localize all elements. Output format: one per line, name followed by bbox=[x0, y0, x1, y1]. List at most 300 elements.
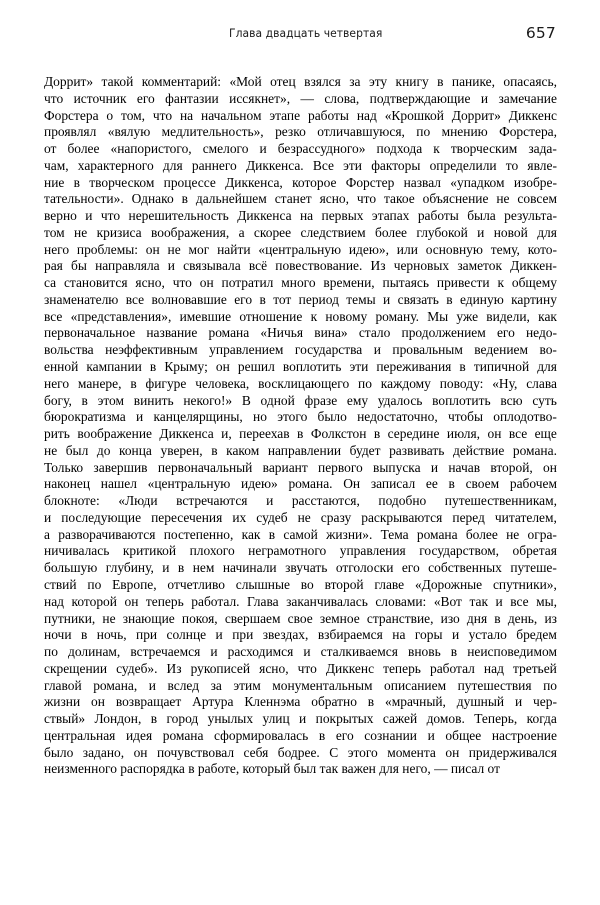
word: изо bbox=[440, 610, 460, 626]
word: последующие bbox=[61, 509, 142, 525]
word: неграмотного bbox=[248, 543, 327, 559]
word: встречаются bbox=[176, 493, 248, 509]
word: этапах bbox=[371, 208, 410, 224]
word: С bbox=[329, 744, 339, 760]
word: определили bbox=[429, 157, 497, 173]
word: земное bbox=[319, 610, 360, 626]
word: нашел bbox=[100, 476, 137, 492]
word: покоя, bbox=[181, 610, 218, 626]
word: в bbox=[297, 426, 304, 442]
word: обратно bbox=[311, 694, 357, 710]
word: Европе, bbox=[112, 576, 157, 592]
word: их bbox=[232, 509, 247, 525]
word: повествование. bbox=[275, 258, 363, 274]
word: комментарий: bbox=[141, 74, 222, 89]
word: придерживался bbox=[468, 744, 557, 760]
word: расходимся bbox=[227, 644, 294, 660]
word: Фолкстон bbox=[310, 426, 367, 442]
word: собственных bbox=[428, 560, 502, 576]
word: винить bbox=[133, 392, 174, 408]
word: не bbox=[167, 241, 181, 257]
word: отличавшуюся, bbox=[317, 124, 405, 140]
word: мог bbox=[188, 241, 210, 257]
word: все bbox=[125, 291, 145, 307]
word: как bbox=[538, 308, 557, 324]
word: было bbox=[317, 409, 347, 425]
word: июля, bbox=[446, 426, 481, 442]
word: факторы bbox=[371, 157, 421, 173]
word: не bbox=[74, 224, 88, 240]
word: «вялую bbox=[107, 124, 151, 140]
word: в bbox=[373, 426, 381, 442]
word: завершив bbox=[93, 459, 148, 475]
word: рить bbox=[44, 426, 70, 442]
word: романа bbox=[208, 325, 250, 341]
word: Диккенса bbox=[159, 426, 214, 442]
word: каком bbox=[226, 442, 260, 458]
word: «Ничья bbox=[260, 325, 304, 341]
word: работы bbox=[307, 107, 349, 123]
word: скрещении bbox=[44, 660, 108, 676]
word: свое bbox=[287, 610, 313, 626]
word: воображение bbox=[77, 426, 152, 442]
word: кампании bbox=[86, 359, 142, 375]
word: знающие bbox=[122, 610, 175, 626]
word: раннего bbox=[191, 157, 237, 173]
word: и bbox=[477, 224, 485, 240]
word: бюрократизма bbox=[44, 409, 126, 425]
word: нерешительность bbox=[128, 208, 229, 224]
word: при bbox=[232, 627, 254, 643]
text-line bbox=[44, 711, 557, 728]
word: которой bbox=[71, 593, 117, 609]
word: по bbox=[87, 576, 102, 592]
word: «Ну, bbox=[492, 375, 518, 391]
word: дальнейшем bbox=[195, 191, 267, 207]
word: но bbox=[253, 409, 267, 425]
word: звучать bbox=[285, 560, 328, 576]
word: не bbox=[506, 526, 520, 542]
word: не bbox=[297, 509, 311, 525]
word: и bbox=[135, 409, 144, 425]
word: в bbox=[450, 644, 458, 660]
word: привести bbox=[436, 275, 490, 291]
word: в bbox=[494, 610, 501, 626]
word: во bbox=[300, 576, 314, 592]
word: что bbox=[100, 208, 121, 224]
text-line bbox=[44, 91, 557, 108]
word: центральная bbox=[44, 727, 116, 743]
word: он bbox=[445, 744, 460, 760]
word: бредем bbox=[516, 627, 557, 643]
word: домов. bbox=[426, 711, 465, 727]
word: его bbox=[234, 291, 253, 307]
word: «Дорожные bbox=[414, 576, 483, 592]
word: его bbox=[401, 560, 420, 576]
word: тему, bbox=[490, 241, 520, 257]
word: Диккенс bbox=[325, 660, 375, 676]
word: настроение bbox=[491, 727, 557, 743]
word: свершаем bbox=[224, 610, 281, 626]
word: была bbox=[467, 208, 496, 224]
word: плохого bbox=[189, 543, 235, 559]
word: конца bbox=[118, 442, 152, 458]
word: ночь, bbox=[96, 627, 127, 643]
word: неэффективным bbox=[105, 342, 198, 358]
word: видели, bbox=[486, 308, 530, 324]
word: фигуре bbox=[145, 375, 187, 391]
word: и bbox=[514, 694, 523, 710]
word: путешествия bbox=[457, 677, 532, 693]
word: уже bbox=[456, 308, 479, 324]
word: спутники», bbox=[492, 576, 557, 592]
word: совсем bbox=[517, 191, 557, 207]
word: он bbox=[215, 359, 230, 375]
word: романа. bbox=[288, 476, 333, 492]
word: провальным bbox=[392, 342, 463, 358]
word: знаменателю bbox=[44, 291, 119, 307]
word: «представления», bbox=[70, 308, 172, 324]
word: по bbox=[44, 644, 58, 660]
word: и bbox=[495, 593, 503, 609]
word: ее bbox=[425, 476, 438, 492]
word: момента bbox=[387, 744, 436, 760]
word: верно bbox=[44, 208, 77, 224]
word: начав bbox=[448, 459, 481, 475]
word: взялся bbox=[304, 74, 341, 89]
word: Только bbox=[44, 459, 84, 475]
word: слова, bbox=[324, 90, 360, 106]
word: бы bbox=[71, 258, 87, 274]
word: из bbox=[544, 610, 557, 626]
word: за bbox=[349, 74, 361, 89]
word: Диккенса bbox=[237, 208, 292, 224]
word: объяснение bbox=[422, 191, 489, 207]
word: когда bbox=[526, 711, 557, 727]
word: идею» bbox=[241, 476, 278, 492]
text-line bbox=[44, 728, 557, 745]
word: Глава bbox=[247, 593, 279, 609]
word: романа bbox=[162, 727, 204, 743]
word: заметок bbox=[457, 258, 502, 274]
word: почувствовал bbox=[156, 744, 235, 760]
word: более bbox=[375, 224, 408, 240]
word: такой bbox=[101, 74, 134, 89]
word: как bbox=[241, 526, 261, 542]
word: для bbox=[537, 359, 557, 375]
word: покрытых bbox=[315, 711, 374, 727]
word: в bbox=[259, 291, 266, 307]
word: Лондон, bbox=[94, 711, 142, 727]
word: пересечения bbox=[151, 509, 223, 525]
word: будет bbox=[349, 442, 381, 458]
word: расстаются, bbox=[291, 493, 360, 509]
word: и bbox=[451, 627, 460, 643]
word: действие bbox=[452, 442, 505, 458]
word: работал bbox=[429, 660, 475, 676]
word: чер- bbox=[533, 694, 557, 710]
word: и bbox=[259, 141, 267, 157]
word: Доррит» bbox=[44, 74, 94, 89]
word: человека, bbox=[195, 375, 250, 391]
word: третьей bbox=[512, 660, 557, 676]
word: и bbox=[383, 291, 391, 307]
word: солнце bbox=[166, 627, 207, 643]
word: характерного bbox=[77, 157, 154, 173]
word: при bbox=[136, 627, 158, 643]
word: раскрываются bbox=[361, 509, 443, 525]
word: источник bbox=[73, 90, 127, 106]
word: в bbox=[318, 727, 326, 743]
word: еще bbox=[534, 426, 557, 442]
word: решил bbox=[237, 359, 275, 375]
word: слава bbox=[526, 375, 557, 391]
word: идея bbox=[125, 727, 153, 743]
word: кото- bbox=[527, 241, 557, 257]
word: в bbox=[446, 291, 453, 307]
word: он bbox=[124, 593, 139, 609]
word: рая bbox=[44, 258, 63, 274]
word: имевшие bbox=[179, 308, 232, 324]
word: енной bbox=[44, 359, 79, 375]
word: теперь bbox=[383, 660, 421, 676]
word: са bbox=[44, 275, 57, 291]
word: более bbox=[465, 526, 498, 542]
word: к bbox=[497, 275, 504, 291]
word: стало bbox=[358, 325, 391, 341]
word: Форстера, bbox=[499, 124, 557, 140]
word: тот bbox=[273, 291, 292, 307]
word: новому bbox=[325, 308, 368, 324]
word: и bbox=[427, 727, 435, 743]
word: путеше- bbox=[510, 560, 557, 576]
text-line bbox=[44, 493, 557, 510]
word: всю bbox=[500, 392, 523, 408]
word: иссякнет», bbox=[229, 90, 291, 106]
word: возвращает bbox=[115, 694, 182, 710]
word: и bbox=[299, 711, 307, 727]
word: обретая bbox=[512, 543, 557, 559]
text-line bbox=[44, 359, 557, 376]
word: фантазии bbox=[165, 90, 219, 106]
word: читателем, bbox=[494, 509, 557, 525]
word: воплотить bbox=[432, 392, 491, 408]
word: сознании bbox=[364, 727, 418, 743]
word: описанием bbox=[384, 677, 447, 693]
word: на bbox=[392, 627, 406, 643]
word: бодрее. bbox=[277, 744, 320, 760]
word: и bbox=[480, 90, 489, 106]
word: этого bbox=[277, 409, 308, 425]
word: самой bbox=[283, 526, 318, 542]
word: медлительность», bbox=[161, 124, 264, 140]
word: в bbox=[73, 174, 80, 190]
word: он bbox=[145, 241, 160, 257]
word: для bbox=[537, 224, 557, 240]
word: и bbox=[210, 644, 218, 660]
word: кризиса bbox=[96, 224, 142, 240]
word: скорее bbox=[253, 224, 292, 240]
word: название bbox=[146, 325, 198, 341]
word: ствый» bbox=[44, 711, 86, 727]
word: середине bbox=[387, 426, 440, 442]
text-line bbox=[44, 460, 557, 477]
word: и bbox=[303, 644, 311, 660]
word: был bbox=[65, 442, 89, 458]
text-line bbox=[44, 644, 557, 661]
word: что bbox=[44, 90, 64, 106]
word: не bbox=[496, 191, 510, 207]
word: устало bbox=[468, 627, 507, 643]
word: чам, bbox=[44, 157, 69, 173]
word: Форстер bbox=[345, 174, 395, 190]
word: судеб bbox=[256, 509, 288, 525]
word: или bbox=[396, 241, 418, 257]
word: так bbox=[469, 593, 488, 609]
word: его bbox=[335, 727, 354, 743]
word: словами: bbox=[375, 593, 427, 609]
word: результа- bbox=[504, 208, 557, 224]
word: по bbox=[358, 375, 372, 391]
word: записал bbox=[370, 476, 416, 492]
word: управления bbox=[339, 543, 406, 559]
text-line: неизменного распорядка в работе, который был так важен для него, — писал от bbox=[44, 761, 500, 777]
word: государства bbox=[294, 342, 363, 358]
word: связать bbox=[397, 291, 439, 307]
word: оплодотво- bbox=[493, 409, 557, 425]
word: «центральную bbox=[147, 476, 231, 492]
word: в bbox=[211, 442, 218, 458]
word: от bbox=[44, 141, 57, 157]
text-line bbox=[44, 275, 557, 292]
word: государством, bbox=[419, 543, 500, 559]
word: монументальным bbox=[272, 677, 373, 693]
word: отец bbox=[270, 74, 296, 89]
word: Крыму; bbox=[164, 359, 208, 375]
word: и bbox=[85, 208, 93, 224]
word: фразе bbox=[304, 392, 338, 408]
word: безрассудного» bbox=[277, 141, 366, 157]
word: работал. bbox=[191, 593, 240, 609]
word: Из bbox=[370, 258, 386, 274]
word: назвал bbox=[403, 174, 441, 190]
word: идею», bbox=[348, 241, 389, 257]
word: проблемы: bbox=[76, 241, 138, 257]
word: много bbox=[281, 275, 316, 291]
word: судеб». bbox=[116, 660, 158, 676]
word: в bbox=[150, 711, 158, 727]
word: звездах, bbox=[262, 627, 309, 643]
word: черновых bbox=[393, 258, 450, 274]
text-line bbox=[44, 510, 557, 527]
text-line bbox=[44, 158, 557, 175]
word: продолжением bbox=[401, 325, 486, 341]
word: ние bbox=[44, 174, 65, 190]
word: что bbox=[297, 660, 317, 676]
text-line bbox=[44, 124, 557, 141]
text-line bbox=[44, 426, 557, 443]
word: а bbox=[44, 526, 50, 542]
word: ясно, bbox=[319, 191, 350, 207]
word: романа. bbox=[512, 442, 557, 458]
word: и bbox=[167, 258, 175, 274]
word: а bbox=[238, 224, 245, 240]
word: «Мой bbox=[229, 74, 262, 89]
text-line bbox=[44, 409, 557, 426]
word: все bbox=[44, 308, 63, 324]
word: Диккенса, bbox=[225, 174, 283, 190]
word: «Вот bbox=[433, 593, 462, 609]
word: неисповедимом bbox=[467, 644, 557, 660]
text-line bbox=[44, 443, 557, 460]
word: чтобы bbox=[447, 409, 483, 425]
word: этого bbox=[347, 744, 378, 760]
word: книгу bbox=[395, 74, 429, 89]
word: этапе bbox=[269, 107, 301, 123]
body-text-block bbox=[44, 74, 557, 778]
word: выпуска bbox=[373, 459, 421, 475]
word: связывала bbox=[183, 258, 241, 274]
word: ему bbox=[346, 392, 369, 408]
text-line bbox=[44, 694, 557, 711]
word: Все bbox=[312, 157, 334, 173]
word: не bbox=[44, 442, 58, 458]
text-line bbox=[44, 342, 557, 359]
word: эти bbox=[343, 157, 362, 173]
word: мнению bbox=[441, 124, 488, 140]
word: что bbox=[152, 107, 173, 123]
word: «Крошкой bbox=[384, 107, 444, 123]
word: во- bbox=[539, 342, 557, 358]
word: пытаясь bbox=[382, 275, 430, 291]
text-line bbox=[44, 74, 557, 91]
word: найти bbox=[217, 241, 251, 257]
word: Однако bbox=[131, 191, 174, 207]
word: в bbox=[130, 375, 137, 391]
word: к bbox=[310, 308, 318, 324]
text-line bbox=[44, 191, 557, 208]
word: единую bbox=[459, 291, 504, 307]
word: подтверждающие bbox=[369, 90, 471, 106]
word: общему bbox=[511, 275, 557, 291]
word: резко bbox=[275, 124, 306, 140]
text-line bbox=[44, 292, 557, 309]
word: опасаясь, bbox=[503, 74, 557, 89]
word: романа, bbox=[93, 677, 138, 693]
word: и bbox=[148, 677, 156, 693]
word: не bbox=[102, 610, 116, 626]
word: на bbox=[299, 208, 314, 224]
word: волновавшие bbox=[151, 291, 227, 307]
text-line bbox=[44, 476, 557, 493]
word: типичной bbox=[473, 359, 530, 375]
word: Диккенс bbox=[508, 107, 557, 123]
word: «напористого, bbox=[110, 141, 192, 157]
word: переживания bbox=[376, 359, 452, 375]
text-line bbox=[44, 258, 557, 275]
word: Он bbox=[343, 476, 361, 492]
word: основную bbox=[425, 241, 483, 257]
word: суть bbox=[532, 392, 557, 408]
word: развивать bbox=[389, 442, 445, 458]
word: направлении bbox=[267, 442, 342, 458]
word: и, bbox=[221, 426, 232, 442]
word: которое bbox=[292, 174, 337, 190]
word: в bbox=[177, 560, 185, 576]
word: картину bbox=[511, 291, 557, 307]
word: критикой bbox=[122, 543, 177, 559]
text-line bbox=[44, 141, 557, 158]
